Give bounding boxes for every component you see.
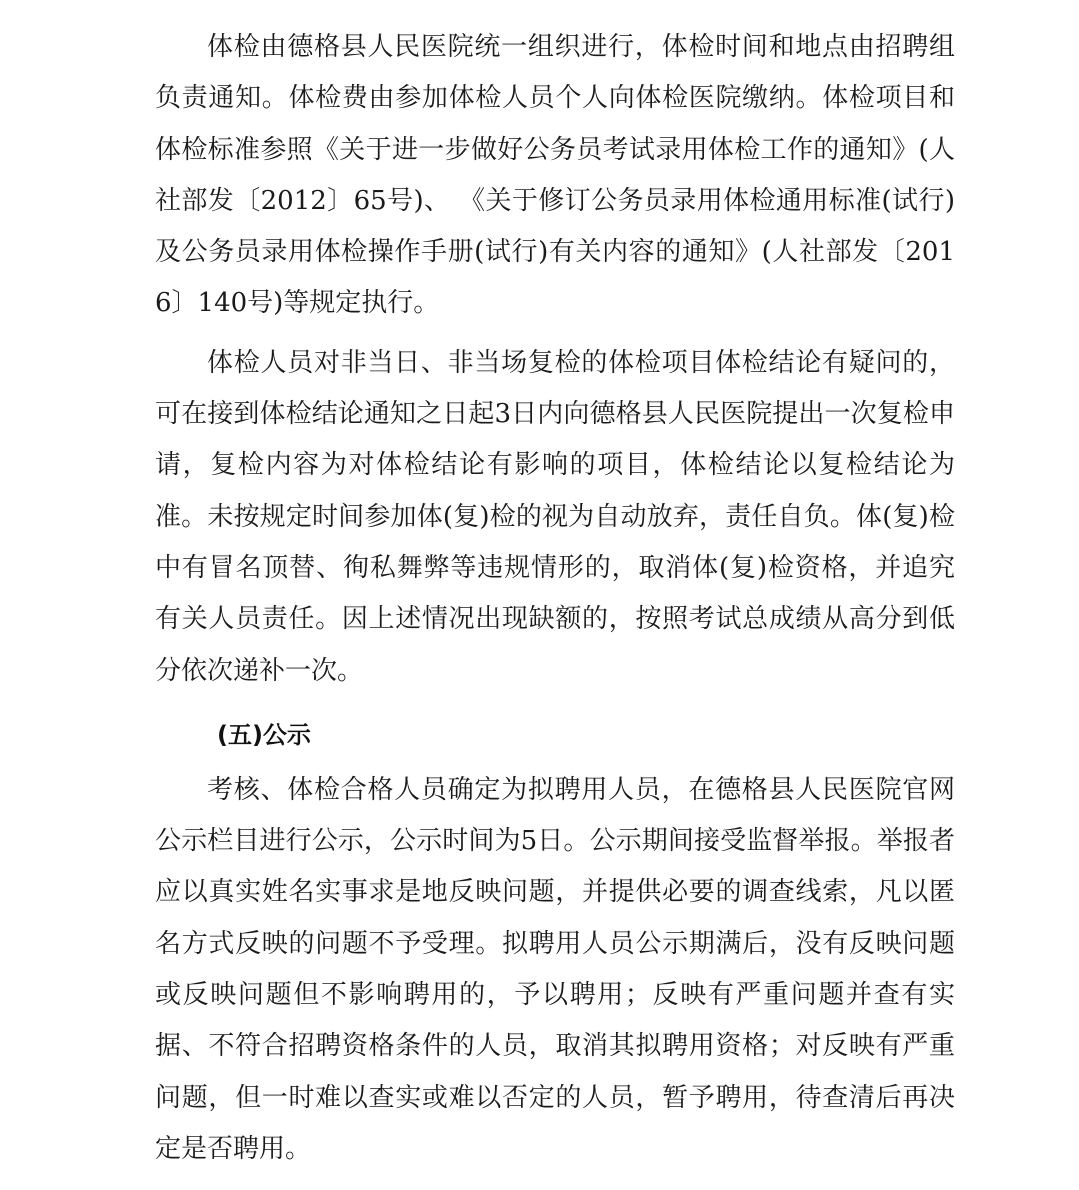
paragraph-physical-exam: 体检由德格县人民医院统一组织进行，体检时间和地点由招聘组负责通知。体检费由参加体检人员个人向体检医院缴纳。体检项目和体检标准参照《关于进一步做好公务员考试录用体检工作的通知》(人社部发〔2012〕65号)、 《关于修订公务员录用体检通用标准(试行)及公务员录用体检操作手册(试行)有关内容的通知》(人社部发〔2016〕140号)等规定执行。 xyxy=(155,32,955,319)
paragraph-recheck: 体检人员对非当日、非当场复检的体检项目体检结论有疑问的，可在接到体检结论通知之日起3日内向德格县人民医院提出一次复检申请，复检内容为对体检结论有影响的项目，体检结论以复检结论为准。未按规定时间参加体(复)检的视为自动放弃，责任自负。体(复)检中有冒名顶替、徇私舞弊等违规情形的，取消体(复)检资格，并追究有关人员责任。因上述情况出现缺额的，按照考试总成绩从高分到低分依次递补一次。 xyxy=(155,347,955,686)
document-body xyxy=(155,22,955,1175)
paragraph-publicity: 考核、体检合格人员确定为拟聘用人员，在德格县人民医院官网公示栏目进行公示，公示时间为5日。公示期间接受监督举报。举报者应以真实姓名实事求是地反映问题，并提供必要的调查线索，凡以匿名方式反映的问题不予受理。拟聘用人员公示期满后，没有反映问题或反映问题但不影响聘用的，予以聘用；反映有严重问题并查有实据、不符合招聘资格条件的人员，取消其拟聘用资格；对反映有严重问题，但一时难以查实或难以否定的人员，暂予聘用，待查清后再决定是否聘用。 xyxy=(155,774,955,1164)
section-heading-publicity: (五)公示 xyxy=(217,720,311,749)
